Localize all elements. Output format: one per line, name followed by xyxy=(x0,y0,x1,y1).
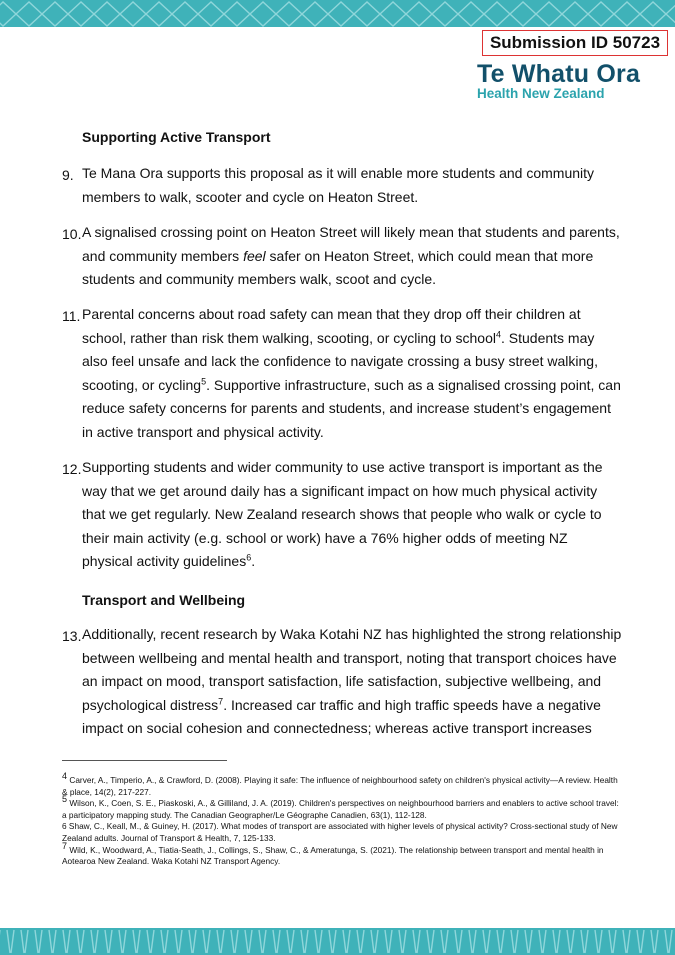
pattern-stroke xyxy=(263,930,266,953)
pattern-stroke xyxy=(193,930,196,953)
paragraph-12-text-b: . xyxy=(251,553,256,569)
pattern-stroke xyxy=(641,930,644,953)
pattern-stroke xyxy=(529,930,532,953)
logo-subtitle: Health New Zealand xyxy=(477,86,605,101)
item-number-10: 10. xyxy=(62,226,82,242)
pattern-stroke xyxy=(525,930,528,953)
pattern-diamond xyxy=(94,2,120,26)
pattern-stroke xyxy=(217,930,220,953)
pattern-diamond xyxy=(510,2,536,26)
pattern-diamond xyxy=(198,2,224,26)
pattern-diamond xyxy=(458,2,484,26)
pattern-stroke xyxy=(427,930,430,953)
pattern-stroke xyxy=(259,930,262,953)
pattern-stroke xyxy=(63,930,66,953)
pattern-stroke xyxy=(119,930,122,953)
pattern-stroke xyxy=(165,930,168,953)
footnote-ref-5: 5 xyxy=(201,375,207,386)
pattern-stroke xyxy=(333,930,336,953)
pattern-diamond xyxy=(354,2,380,26)
paragraph-12 xyxy=(82,456,622,574)
footnote-4-mark: 4 xyxy=(62,771,68,782)
footnote-4 xyxy=(62,771,622,798)
pattern-diamond xyxy=(224,2,250,26)
pattern-stroke xyxy=(417,930,420,953)
pattern-stroke xyxy=(207,930,210,953)
paragraph-13-text-b: . Increased car traffic and high traffic speeds have a negative impact on social cohesion and connectedness; whereas active transport increases xyxy=(82,696,601,736)
pattern-stroke xyxy=(315,930,318,953)
pattern-stroke xyxy=(161,930,164,953)
pattern-stroke xyxy=(347,930,350,953)
pattern-stroke xyxy=(599,930,602,953)
pattern-bottom-svg xyxy=(0,928,675,955)
pattern-stroke xyxy=(501,930,504,953)
footnote-5 xyxy=(62,794,622,821)
pattern-stroke xyxy=(175,930,178,953)
pattern-stroke xyxy=(511,930,514,953)
pattern-stroke xyxy=(543,930,546,953)
pattern-stroke xyxy=(431,930,434,953)
pattern-stroke xyxy=(91,930,94,953)
pattern-stroke xyxy=(473,930,476,953)
footnote-6 xyxy=(62,821,622,844)
pattern-stroke xyxy=(231,930,234,953)
pattern-diamond xyxy=(614,2,640,26)
pattern-stroke xyxy=(137,930,140,953)
logo-title: Te Whatu Ora xyxy=(477,60,641,88)
pattern-stroke xyxy=(105,930,108,953)
pattern-stroke xyxy=(21,930,24,953)
pattern-stroke xyxy=(109,930,112,953)
paragraph-11-text-b: . Students may also feel unsafe and lack the confidence to navigate crossing a busy street walking, scooting, or cycling xyxy=(82,329,598,393)
pattern-diamond xyxy=(588,2,614,26)
pattern-diamond xyxy=(172,2,198,26)
paragraph-10 xyxy=(82,221,622,292)
pattern-stroke xyxy=(459,930,462,953)
pattern-stroke xyxy=(277,930,280,953)
pattern-stroke xyxy=(627,930,630,953)
footnote-5-text: Wilson, K., Coen, S. E., Piaskoski, A., & Gilliland, J. A. (2019). Children's perspectives on neighbourhood barriers and enablers to active school travel: a participatory mapping study. The Canadian Geographer/Le Géographe Canadien, 63(1), 112-128. xyxy=(62,798,619,820)
item-number-11: 11. xyxy=(62,308,81,324)
pattern-stroke xyxy=(189,930,192,953)
pattern-stroke xyxy=(385,930,388,953)
footnote-ref-7: 7 xyxy=(218,695,224,706)
paragraph-9-text: Te Mana Ora supports this proposal as it will enable more students and community members to walk, scooter and cycle on Heaton Street. xyxy=(82,165,595,205)
pattern-stroke xyxy=(301,930,304,953)
item-number-13: 13. xyxy=(62,628,82,644)
paragraph-13-text-a: Additionally, recent research by Waka Kotahi NZ has highlighted the strong relationship between wellbeing and mental health and transport, noting that transport choices have an impact on mood, transport satisfaction, life satisfaction, subjective wellbeing, and psychological distress xyxy=(82,626,622,713)
pattern-stroke xyxy=(557,930,560,953)
pattern-stroke xyxy=(469,930,472,953)
pattern-stroke xyxy=(203,930,206,953)
pattern-stroke xyxy=(67,930,70,953)
footnote-7 xyxy=(62,840,622,868)
pattern-stroke xyxy=(413,930,416,953)
paragraph-11-text-a: Parental concerns about road safety can mean that they drop off their children at school, rather than risk them walking, scooting, or cycling to school xyxy=(82,306,581,346)
item-number-12: 12. xyxy=(62,461,82,477)
pattern-stroke xyxy=(375,930,378,953)
footnote-4-text: Carver, A., Timperio, A., & Crawford, D. (2008). Playing it safe: The influence of neighbourhood safety on children's physical activity—A review. Health & place, 14(2), 217-227. xyxy=(62,775,618,797)
footnote-6-text: 6 Shaw, C., Keall, M., & Guiney, H. (2017). What modes of transport are associated with higher levels of physical activity? Cross-sectional study of New Zealand adults. Journal of Transport & Health, 7, 125-133. xyxy=(62,821,618,843)
pattern-diamond xyxy=(0,2,16,26)
pattern-stroke xyxy=(319,930,322,953)
pattern-stroke xyxy=(81,930,84,953)
pattern-stroke xyxy=(371,930,374,953)
pattern-stroke xyxy=(515,930,518,953)
pattern-diamond xyxy=(562,2,588,26)
pattern-diamond xyxy=(406,2,432,26)
pattern-stroke xyxy=(53,930,56,953)
pattern-stroke xyxy=(357,930,360,953)
pattern-stroke xyxy=(651,930,654,953)
paragraph-11-text-c: . Supportive infrastructure, such as a signalised crossing point, can reduce safety concerns for parents and students, and increase student’s engagement in active transport and physical activity. xyxy=(82,376,621,440)
section-heading-active-transport: Supporting Active Transport xyxy=(82,129,271,145)
pattern-stroke xyxy=(49,930,52,953)
pattern-stroke xyxy=(221,930,224,953)
pattern-stroke xyxy=(403,930,406,953)
pattern-stroke xyxy=(655,930,658,953)
pattern-diamond xyxy=(432,2,458,26)
section-heading-transport-wellbeing: Transport and Wellbeing xyxy=(82,592,246,608)
pattern-stroke xyxy=(305,930,308,953)
pattern-stroke xyxy=(147,930,150,953)
pattern-diamond xyxy=(328,2,354,26)
footnote-7-mark: 7 xyxy=(62,840,68,851)
footer-pattern-band xyxy=(0,928,675,955)
pattern-top-svg xyxy=(0,0,675,27)
pattern-stroke xyxy=(567,930,570,953)
pattern-diamond xyxy=(16,2,42,26)
pattern-stroke xyxy=(487,930,490,953)
pattern-stroke xyxy=(389,930,392,953)
pattern-stroke xyxy=(595,930,598,953)
pattern-stroke xyxy=(581,930,584,953)
paragraph-12-text-a: Supporting students and wider community to use active transport is important as the way that we get around daily has a significant impact on how much physical activity that we get regularly. New Zealand research shows that people who walk or cycle to their main activity (e.g. school or work) have a 76% higher odds of meeting NZ physical activity guidelines xyxy=(82,459,603,569)
pattern-stroke xyxy=(287,930,290,953)
pattern-stroke xyxy=(441,930,444,953)
paragraph-10-text-a: A signalised crossing point on Heaton Street will likely mean that students and parents, and community members xyxy=(82,224,620,264)
paragraph-13 xyxy=(82,623,622,741)
footnote-ref-4: 4 xyxy=(495,328,501,339)
pattern-stroke xyxy=(7,930,10,953)
footnote-5-mark: 5 xyxy=(62,794,68,805)
pattern-diamond xyxy=(42,2,68,26)
pattern-stroke xyxy=(95,930,98,953)
pattern-stroke xyxy=(445,930,448,953)
pattern-stroke xyxy=(399,930,402,953)
pattern-stroke xyxy=(123,930,126,953)
paragraph-9 xyxy=(82,162,622,209)
pattern-stroke xyxy=(497,930,500,953)
pattern-stroke xyxy=(613,930,616,953)
pattern-stroke xyxy=(665,930,668,953)
pattern-stroke xyxy=(455,930,458,953)
submission-id-label: Submission ID 50723 xyxy=(482,30,668,56)
pattern-stroke xyxy=(151,930,154,953)
pattern-stroke xyxy=(133,930,136,953)
footnote-divider xyxy=(62,760,227,761)
pattern-stroke xyxy=(25,930,28,953)
pattern-stroke xyxy=(343,930,346,953)
pattern-stroke xyxy=(11,930,14,953)
footnotes xyxy=(62,771,622,868)
pattern-diamond xyxy=(484,2,510,26)
pattern-stroke xyxy=(273,930,276,953)
pattern-diamond xyxy=(380,2,406,26)
pattern-stroke xyxy=(669,930,672,953)
paragraph-10-emphasis: feel xyxy=(243,247,266,264)
paragraph-11 xyxy=(82,303,622,444)
pattern-stroke xyxy=(483,930,486,953)
pattern-stroke xyxy=(585,930,588,953)
pattern-stroke xyxy=(637,930,640,953)
item-number-9: 9. xyxy=(62,167,74,183)
footnote-7-text: Wild, K., Woodward, A., Tiatia-Seath, J., Collings, S., Shaw, C., & Ameratunga, S. (2021). The relationship between transport and mental health in Aotearoa New Zealand. Waka Kotahi NZ Transport Agency. xyxy=(62,844,604,867)
pattern-stroke xyxy=(39,930,42,953)
pattern-diamond xyxy=(536,2,562,26)
pattern-diamond xyxy=(302,2,328,26)
pattern-stroke xyxy=(291,930,294,953)
pattern-stroke xyxy=(77,930,80,953)
footnote-ref-6: 6 xyxy=(246,552,252,563)
pattern-stroke xyxy=(235,930,238,953)
pattern-stroke xyxy=(623,930,626,953)
pattern-diamond xyxy=(120,2,146,26)
pattern-stroke xyxy=(553,930,556,953)
pattern-diamond xyxy=(146,2,172,26)
pattern-stroke xyxy=(361,930,364,953)
pattern-diamond xyxy=(666,2,675,26)
pattern-stroke xyxy=(609,930,612,953)
pattern-stroke xyxy=(179,930,182,953)
pattern-stroke xyxy=(245,930,248,953)
header-pattern-band xyxy=(0,0,675,27)
pattern-stroke xyxy=(571,930,574,953)
pattern-diamond xyxy=(640,2,666,26)
pattern-stroke xyxy=(249,930,252,953)
pattern-stroke xyxy=(329,930,332,953)
pattern-stroke xyxy=(539,930,542,953)
pattern-diamond xyxy=(68,2,94,26)
paragraph-10-text-b: safer on Heaton Street, which could mean that more students and community members walk, scoot and cycle. xyxy=(82,247,594,287)
pattern-diamond xyxy=(276,2,302,26)
pattern-diamond xyxy=(250,2,276,26)
pattern-stroke xyxy=(35,930,38,953)
